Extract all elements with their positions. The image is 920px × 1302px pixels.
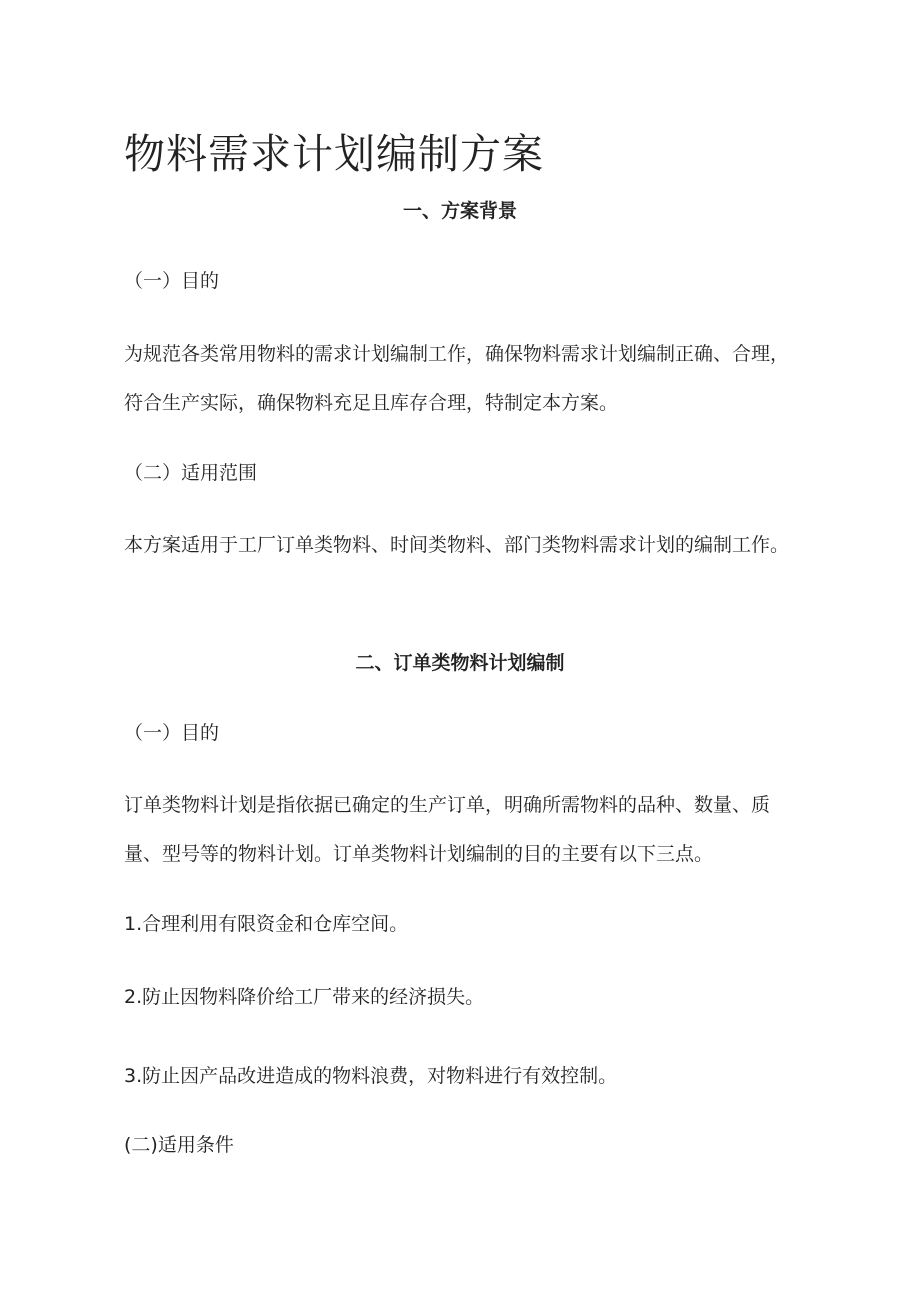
paragraph-order-purpose: 订单类物料计划是指依据已确定的生产订单，明确所需物料的品种、数量、质量、型号等的物料计划。订单类物料计划编制的目的主要有以下三点。 — [124, 794, 771, 865]
subsection-conditions: (二)适用条件 — [124, 1134, 234, 1156]
section-heading-order-materials: 二、订单类物料计划编制 — [355, 652, 565, 674]
paragraph-purpose: 为规范各类常用物料的需求计划编制工作，确保物料需求计划编制正确、合理，符合生产实际，确保物料充足且库存合理，特制定本方案。 — [124, 343, 790, 414]
section-heading-background: 一、方案背景 — [402, 200, 517, 222]
subsection-scope: （二）适用范围 — [124, 462, 258, 484]
subsection-purpose: （一）目的 — [124, 270, 220, 292]
document-title: 物料需求计划编制方案 — [124, 130, 544, 178]
list-item: 1.合理利用有限资金和仓库空间。 — [124, 913, 409, 935]
list-item: 2.防止因物料降价给工厂带来的经济损失。 — [124, 986, 485, 1008]
list-item: 3.防止因产品改进造成的物料浪费，对物料进行有效控制。 — [124, 1065, 618, 1087]
paragraph-scope: 本方案适用于工厂订单类物料、时间类物料、部门类物料需求计划的编制工作。 — [124, 534, 790, 556]
subsection-order-purpose: （一）目的 — [124, 722, 220, 744]
